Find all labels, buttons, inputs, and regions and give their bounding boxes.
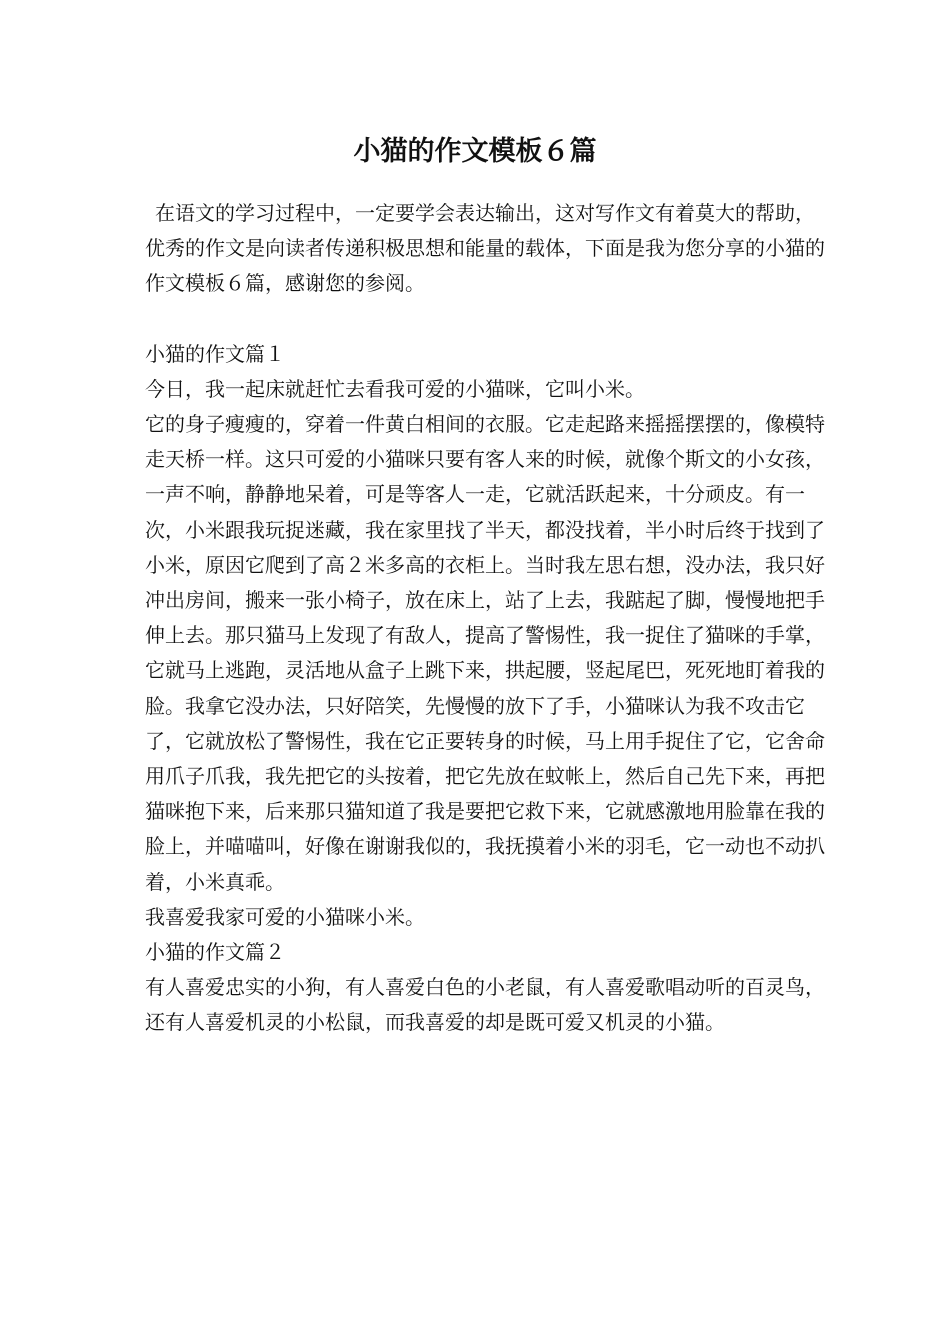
paragraph-spacer [145,302,825,337]
section-heading: 小猫的作文篇１ [145,341,285,366]
section-heading: 小猫的作文篇２ [145,940,285,965]
intro-paragraph: 在语文的学习过程中，一定要学会表达输出，这对写作文有着莫大的帮助，优秀的作文是向读者传递积极思想和能量的载体，下面是我为您分享的小猫的作文模板６篇，感谢您的参阅。 [145,201,825,296]
document-title: 小猫的作文模板６篇 [353,136,597,167]
document-body [145,196,825,1041]
section-paragraph: 我喜爱我家可爱的小猫咪小米。 [145,904,425,929]
section-paragraph: 它的身子瘦瘦的，穿着一件黄白相间的衣服。它走起路来摇摇摆摆的，像模特走天桥一样。这只可爱的小猫咪只要有客人来的时候，就像个斯文的小女孩，一声不响，静静地呆着，可是等客人一走，它就活跃起来，十分顽皮。有一次，小米跟我玩捉迷藏，我在家里找了半天，都没找着，半小时后终于找到了小米，原因它爬到了高２米多高的衣柜上。当时我左思右想，没办法，我只好冲出房间，搬来一张小椅子，放在床上，站了上去，我踮起了脚，慢慢地把手伸上去。那只猫马上发现了有敌人，提高了警惕性，我一捉住了猫咪的手掌，它就马上逃跑，灵活地从盒子上跳下来，拱起腰，竖起尾巴，死死地盯着我的脸。我拿它没办法，只好陪笑，先慢慢的放下了手，小猫咪认为我不攻击它了，它就放松了警惕性，我在它正要转身的时候，马上用手捉住了它，它舍命用爪子爪我，我先把它的头按着，把它先放在蚊帐上，然后自己先下来，再把猫咪抱下来，后来那只猫知道了我是要把它救下来，它就感激地用脸靠在我的脸上，并喵喵叫，好像在谢谢我似的，我抚摸着小米的羽毛，它一动也不动扒着，小米真乖。 [145,412,825,894]
section-paragraph: 今日，我一起床就赶忙去看我可爱的小猫咪，它叫小米。 [145,376,645,401]
section-paragraph: 有人喜爱忠实的小狗，有人喜爱白色的小老鼠，有人喜爱歌唱动听的百灵鸟，还有人喜爱机灵的小松鼠，而我喜爱的却是既可爱又机灵的小猫。 [145,975,825,1035]
